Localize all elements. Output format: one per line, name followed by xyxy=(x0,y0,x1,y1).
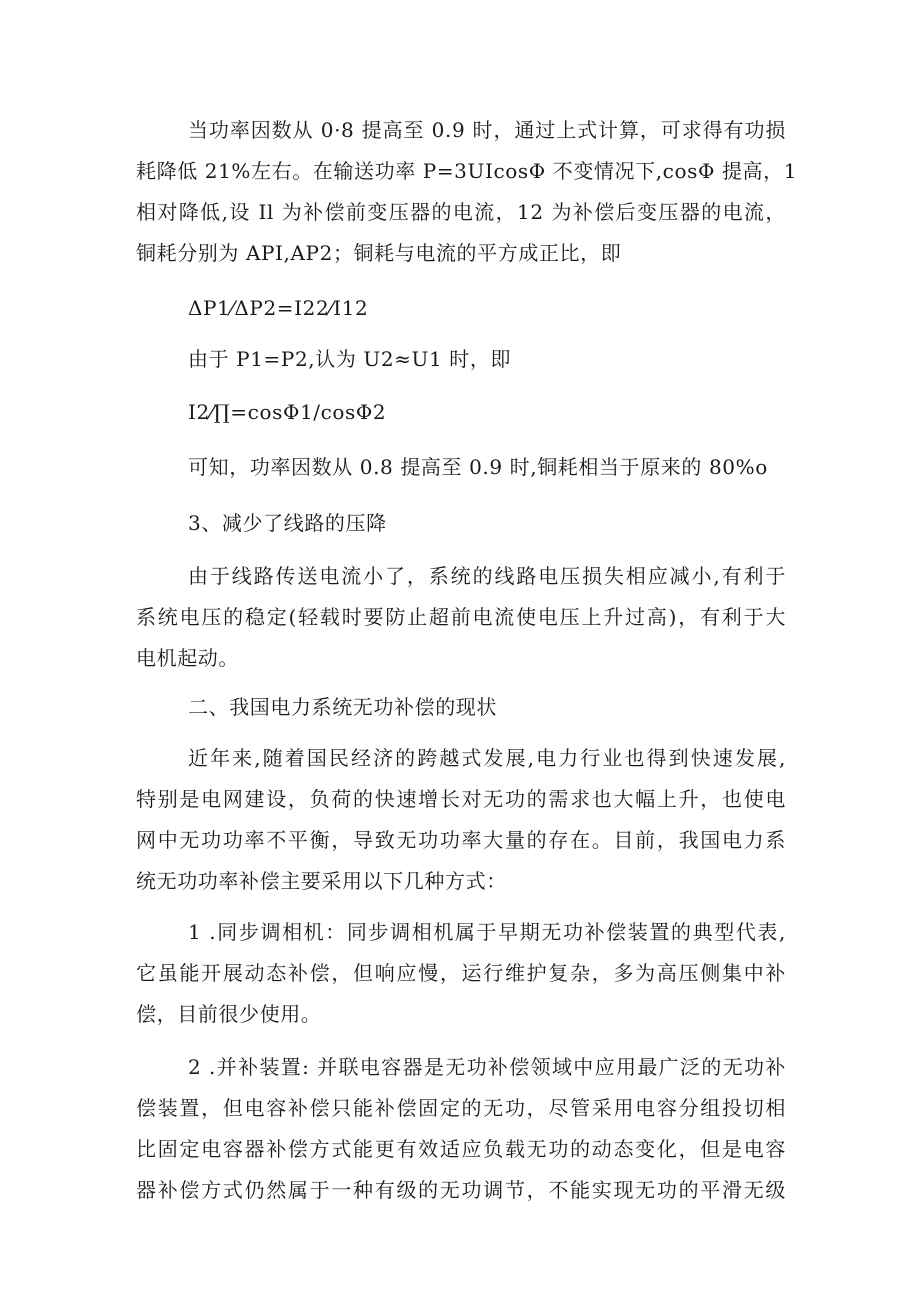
paragraph-line: 网中无功功率不平衡，导致无功功率大量的存在。目前，我国电力系 xyxy=(136,828,786,852)
paragraph-line: 由于 P1=P2,认为 U2≈U1 时，即 xyxy=(188,347,512,371)
section-heading: 3、减少了线路的压降 xyxy=(188,511,387,535)
paragraph-line: 电机起动。 xyxy=(136,646,239,670)
list-item-line: 1 .同步调相机：同步调相机属于早期无功补偿装置的典型代表, xyxy=(188,920,786,944)
paragraph-line: 系统电压的稳定(轻载时要防止超前电流使电压上升过高)，有利于大 xyxy=(136,605,786,629)
paragraph-line: 特别是电网建设，负荷的快速增长对无功的需求也大幅上升，也使电 xyxy=(136,787,786,811)
paragraph-line: 偿，目前很少使用。 xyxy=(136,1002,322,1026)
paragraph-line: 由于线路传送电流小了，系统的线路电压损失相应减小,有利于 xyxy=(188,564,786,588)
paragraph-line: 偿装置，但电容补偿只能补偿固定的无功，尽管采用电容分组投切相 xyxy=(136,1096,786,1120)
paragraph-line: 它虽能开展动态补偿，但响应慢，运行维护复杂，多为高压侧集中补 xyxy=(136,961,786,985)
paragraph-line: 比固定电容器补偿方式能更有效适应负载无功的动态变化，但是电容 xyxy=(136,1137,786,1161)
equation-line: I2⁄∏=cosΦ1/cosΦ2 xyxy=(188,400,387,424)
section-heading: 二、我国电力系统无功补偿的现状 xyxy=(188,695,497,719)
paragraph-line: 铜耗分别为 API,AP2；铜耗与电流的平方成正比，即 xyxy=(136,241,622,265)
paragraph-line: 当功率因数从 0·8 提高至 0.9 时，通过上式计算，可求得有功损 xyxy=(188,118,786,142)
paragraph-line: 可知，功率因数从 0.8 提高至 0.9 时,铜耗相当于原来的 80%o xyxy=(188,455,768,479)
paragraph-line: 近年来,随着国民经济的跨越式发展,电力行业也得到快速发展, xyxy=(188,746,786,770)
paragraph-line: 耗降低 21%左右。在输送功率 P=3UIcosΦ 不变情况下,cosΦ 提高，1 xyxy=(136,159,798,183)
paragraph-line: 器补偿方式仍然属于一种有级的无功调节，不能实现无功的平滑无级 xyxy=(136,1178,786,1202)
paragraph-line: 相对降低,设 Il 为补偿前变压器的电流，12 为补偿后变压器的电流， xyxy=(136,200,786,224)
list-item-line: 2 .并补装置: 并联电容器是无功补偿领域中应用最广泛的无功补 xyxy=(188,1055,786,1079)
equation-line: ΔP1⁄ΔP2=I22⁄I12 xyxy=(188,296,369,320)
paragraph-line: 统无功功率补偿主要采用以下几种方式： xyxy=(136,869,507,893)
